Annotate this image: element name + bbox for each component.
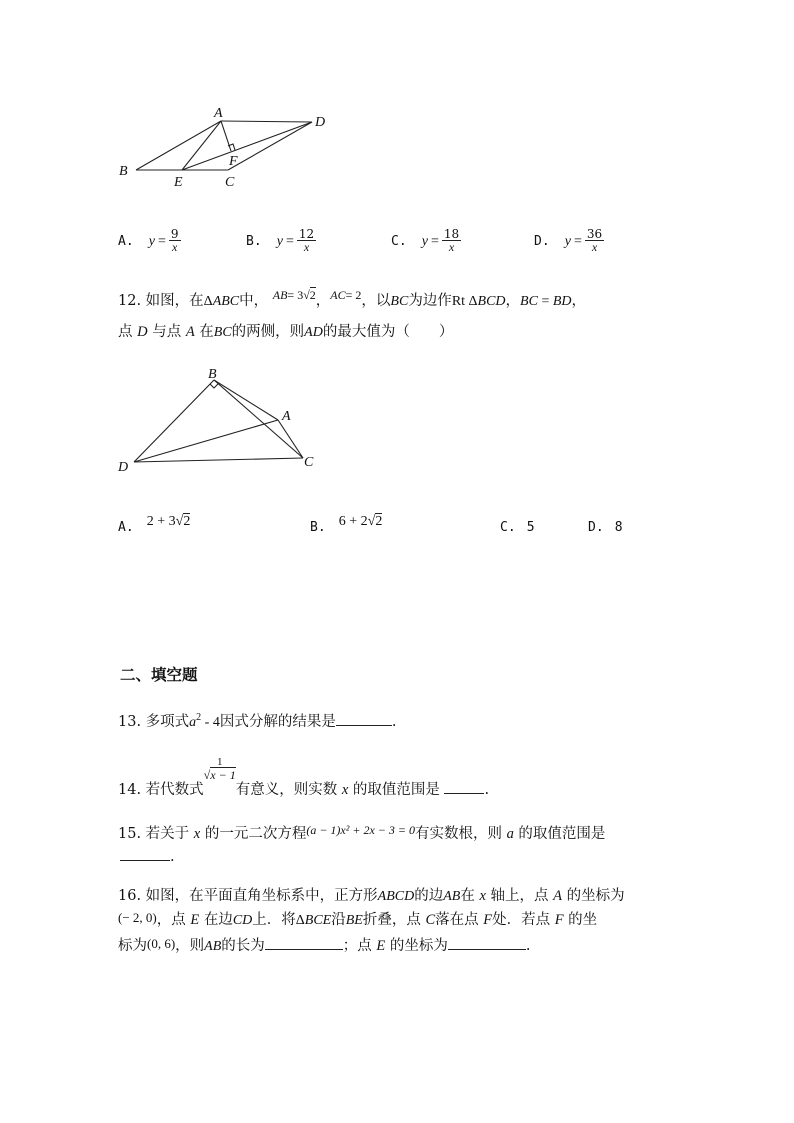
q15-line1: 15. 若关于 x 的一元二次方程$^{(a - 1)x^2 + 2x - 3 = 0}$有实数根，则 a 的取值范围是 (118, 823, 606, 842)
label-C: C (304, 455, 314, 470)
q16-line2: (− 2, 0)，点 E 在边CD上．将ΔBCE沿BE折叠，点 C落在点 F处．若点 F 的坐 (118, 910, 598, 928)
q11-option-d[interactable]: D. y = $\frac{36}{x}$ (534, 227, 603, 254)
q11-option-a[interactable]: A. y = $\frac{9}{x}$ (118, 227, 179, 254)
q12-option-d[interactable]: D. 8 (588, 520, 623, 535)
q16-line1: 16. 如图，在平面直角坐标系中，正方形ABCD的边AB在 x 轴上，点 A 的坐标为 (118, 888, 625, 904)
label-A: A (282, 409, 291, 424)
answer-blank[interactable] (448, 937, 526, 950)
q15-line2: . (120, 848, 175, 865)
q12-option-b[interactable]: B. 6 + 2√2 (310, 514, 383, 535)
q11-option-b[interactable]: B. y = $\frac{12}{x}$ (246, 227, 315, 254)
label-A: A (214, 106, 223, 121)
section-title: 二、填空题 (120, 666, 198, 684)
answer-blank[interactable] (336, 713, 392, 726)
label-B: B (119, 164, 128, 179)
q12-option-c[interactable]: C. 5 (500, 520, 535, 535)
q13: 13. 多项式$a^2 - 4$因式分解的结果是 . (118, 712, 397, 730)
label-B: B (208, 367, 217, 382)
q16-line3: 标为(0, 6)，则AB的长为 ；点 E 的坐标为 . (118, 936, 531, 954)
figure-parallelogram (110, 100, 350, 195)
answer-blank[interactable] (120, 848, 170, 861)
label-C: C (225, 175, 235, 190)
q12-line2: 点 D 与点 A 在BC的两侧，则AD的最大值为（ ） (118, 324, 454, 340)
q12-line1: 12. 如图，在ΔABC中， $^{AB= 3√2}$，$^{AC= 2}$，以BC为边作Rt ΔBCD，BC = BD， (118, 288, 587, 309)
answer-blank[interactable] (444, 781, 484, 794)
label-F: F (229, 154, 238, 169)
label-D: D (315, 115, 326, 130)
q14: 14. 若代数式 1 √x − 1 有意义，则实数 x 的取值范围是 . (118, 756, 490, 798)
figure-triangles (110, 360, 340, 480)
answer-blank[interactable] (265, 937, 343, 950)
q12-option-a[interactable]: A. 2 + 3√2 (118, 514, 191, 535)
label-E: E (174, 175, 183, 190)
q11-option-c[interactable]: C. y = $\frac{18}{x}$ (391, 227, 460, 254)
label-D: D (118, 460, 129, 475)
